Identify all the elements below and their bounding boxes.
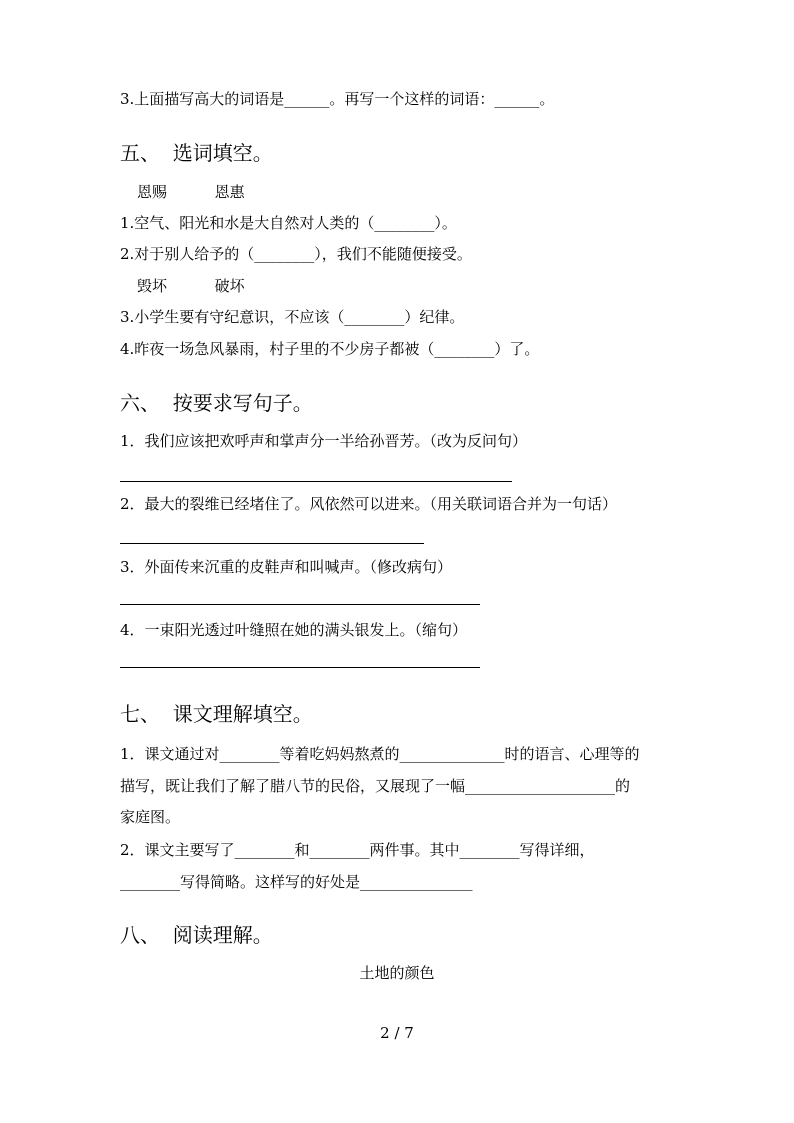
comprehension-line-3: 家庭图。 — [120, 808, 181, 826]
rewrite-item-4: 4．一束阳光透过叶缝照在她的满头银发上。（缩句） — [120, 621, 468, 639]
answer-line-3[interactable] — [120, 604, 480, 605]
fill-item-1: 1.空气、阳光和水是大自然对人类的（________）。 — [120, 214, 457, 232]
comprehension-line-1: 1．课文通过对________等着吃妈妈熬煮的______________时的语言、心理等的 — [120, 745, 640, 763]
fill-item-3: 3.小学生要有守纪意识，不应该（________）纪律。 — [120, 308, 465, 326]
rewrite-item-3: 3．外面传来沉重的皮鞋声和叫喊声。（修改病句） — [120, 558, 453, 576]
rewrite-item-1: 1．我们应该把欢呼声和掌声分一半给孙晋芳。（改为反问句） — [120, 432, 528, 450]
reading-title: 土地的颜色 — [359, 964, 435, 982]
comprehension-line-5: ________写得简略。这样写的好处是_______________ — [120, 873, 473, 891]
comprehension-line-4: 2．课文主要写了________和________两件事。其中________写得详细， — [120, 841, 595, 859]
section-7-title: 七、 课文理解填空。 — [120, 702, 313, 726]
word-choices-1: 恩赐 恩惠 — [137, 183, 245, 201]
answer-line-2[interactable] — [120, 543, 424, 544]
rewrite-item-2: 2．最大的裂维已经堵住了。风依然可以进来。（用关联词语合并为一句话） — [120, 495, 618, 513]
fill-item-2: 2.对于别人给予的（________），我们不能随便接受。 — [120, 245, 472, 263]
question-3-underline-words: 3.上面描写高大的词语是______。再写一个这样的词语：______。 — [120, 90, 555, 108]
answer-line-1[interactable] — [120, 481, 512, 482]
section-6-title: 六、 按要求写句子。 — [120, 391, 313, 415]
comprehension-line-2: 描写，既让我们了解了腊八节的民俗，又展现了一幅____________________的 — [120, 777, 631, 795]
page-number: 2 / 7 — [380, 1024, 414, 1042]
answer-line-4[interactable] — [120, 667, 480, 668]
word-choices-2: 毁坏 破坏 — [137, 277, 245, 295]
fill-item-4: 4.昨夜一场急风暴雨，村子里的不少房子都被（________）了。 — [120, 340, 540, 358]
section-5-title: 五、 选词填空。 — [120, 141, 273, 165]
section-8-title: 八、 阅读理解。 — [120, 923, 273, 947]
